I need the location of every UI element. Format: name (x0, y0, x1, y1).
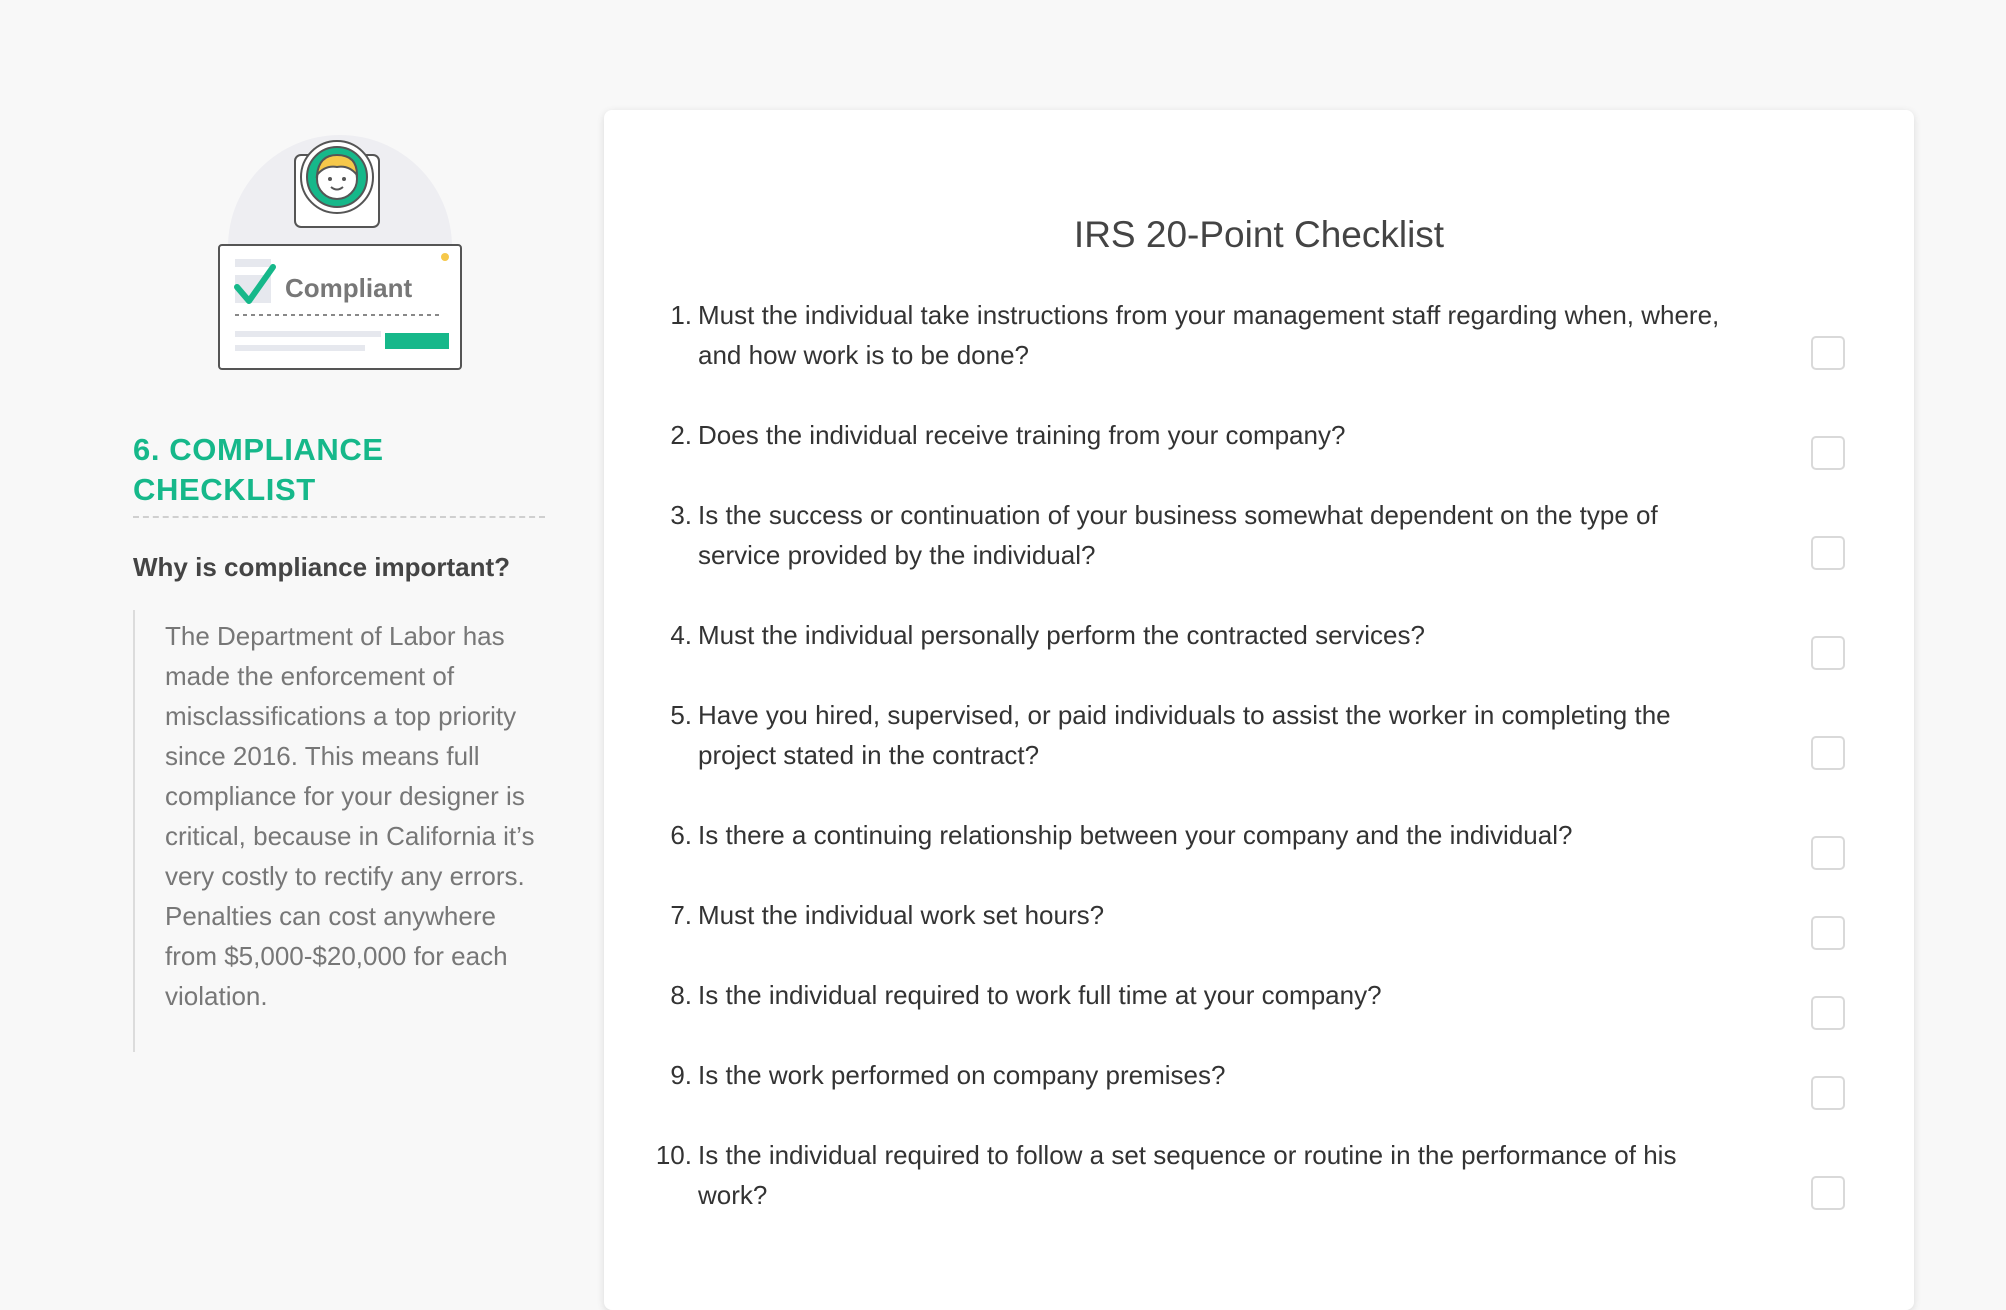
checklist-item-number: 1. (670, 300, 692, 330)
checklist-item-checkbox[interactable] (1811, 536, 1845, 570)
checklist-item (604, 975, 1914, 1055)
checklist-item-text: Is the individual required to follow a set sequence or routine in the performance of his work? (698, 1140, 1677, 1210)
checklist-item-checkbox[interactable] (1811, 736, 1845, 770)
sidebar (0, 0, 600, 1262)
checklist-item-checkbox[interactable] (1811, 836, 1845, 870)
checklist-item (604, 815, 1914, 895)
checklist-item-checkbox[interactable] (1811, 336, 1845, 370)
checklist-item-checkbox[interactable] (1811, 1176, 1845, 1210)
checklist (604, 295, 1914, 1255)
checklist-item-text: Does the individual receive training from your company? (698, 420, 1346, 450)
checklist-item-text: Have you hired, supervised, or paid individuals to assist the worker in completing the project stated in the contract? (698, 700, 1671, 770)
section-body-text: The Department of Labor has made the enforcement of misclassifications a top priority since 2016. This means full compliance for your designer is critical, because in California it’s very costly to rectify any errors. Penalties can cost anywhere from $5,000-$20,000 for each violation. (165, 621, 535, 1011)
checklist-item-checkbox[interactable] (1811, 436, 1845, 470)
checklist-card (604, 110, 1914, 1310)
checklist-item-checkbox[interactable] (1811, 916, 1845, 950)
checklist-item-number: 8. (670, 980, 692, 1010)
checklist-item-checkbox[interactable] (1811, 1076, 1845, 1110)
checklist-item (604, 495, 1914, 615)
compliant-document-icon (215, 135, 465, 375)
checklist-item-text: Is the success or continuation of your business somewhat dependent on the type of service provided by the individual? (698, 500, 1658, 570)
checklist-item-checkbox[interactable] (1811, 996, 1845, 1030)
checklist-item-checkbox[interactable] (1811, 636, 1845, 670)
checklist-item-number: 2. (670, 420, 692, 450)
section-heading: 6. COMPLIANCE CHECKLIST (133, 430, 545, 518)
checklist-item-number: 4. (670, 620, 692, 650)
checklist-item-text: Is there a continuing relationship between your company and the individual? (698, 820, 1573, 850)
checklist-item-number: 10. (655, 1140, 692, 1170)
checklist-item-text: Must the individual work set hours? (698, 900, 1105, 930)
checklist-item-text: Must the individual take instructions from your management staff regarding when, where, and how work is to be done? (698, 300, 1720, 370)
checklist-item-number: 7. (670, 900, 692, 930)
checklist-item (604, 895, 1914, 975)
section-body-quote (133, 610, 543, 1052)
illustration-badge-text: Compliant (285, 273, 413, 303)
checklist-item-number: 5. (670, 700, 692, 730)
checklist-item (604, 1055, 1914, 1135)
section-subheading: Why is compliance important? (133, 552, 511, 582)
checklist-item (604, 1135, 1914, 1255)
checklist-item-number: 3. (670, 500, 692, 530)
checklist-item (604, 615, 1914, 695)
checklist-item-text: Is the work performed on company premises? (698, 1060, 1226, 1090)
checklist-item-text: Is the individual required to work full time at your company? (698, 980, 1382, 1010)
checklist-item (604, 695, 1914, 815)
checklist-item-number: 6. (670, 820, 692, 850)
checklist-item-number: 9. (670, 1060, 692, 1090)
checklist-item (604, 295, 1914, 415)
checklist-item (604, 415, 1914, 495)
checklist-title: IRS 20-Point Checklist (1073, 214, 1445, 255)
checklist-item-text: Must the individual personally perform the contracted services? (698, 620, 1425, 650)
